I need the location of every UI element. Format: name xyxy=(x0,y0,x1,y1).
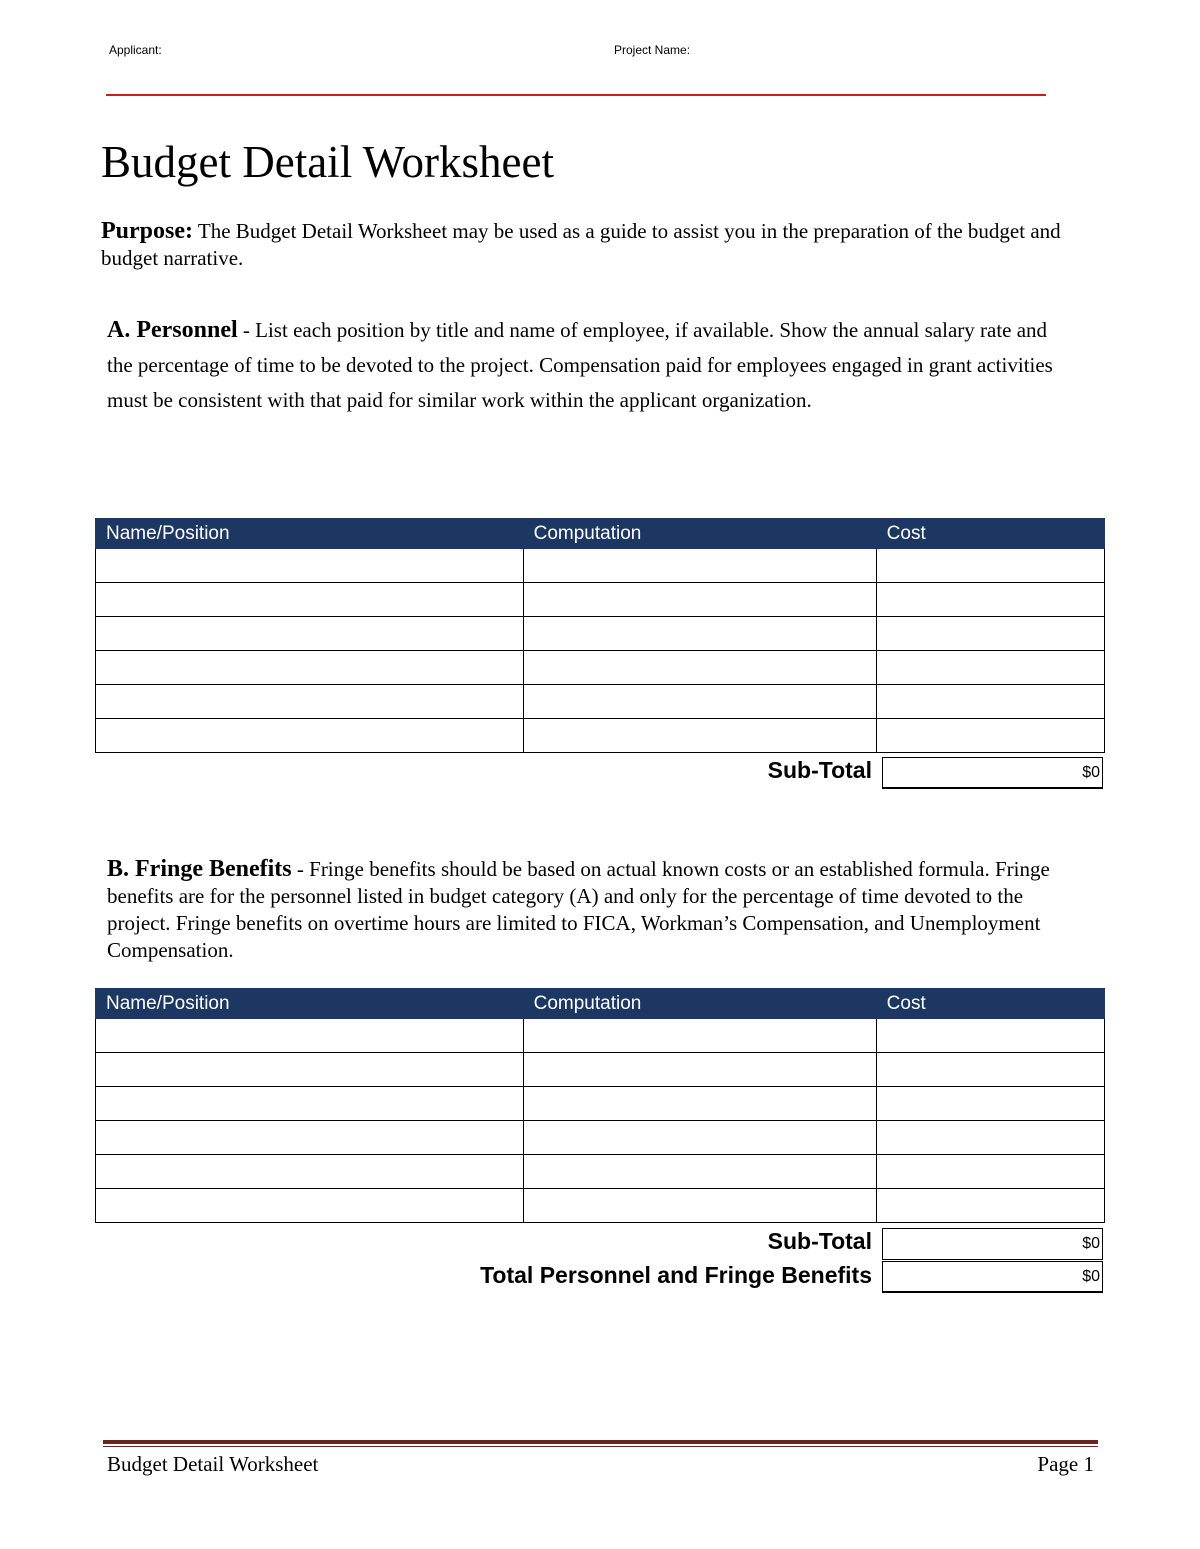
computation-cell[interactable] xyxy=(523,1019,876,1053)
cost-cell[interactable] xyxy=(876,1053,1104,1087)
table-row xyxy=(96,1155,1105,1189)
cost-cell[interactable] xyxy=(876,685,1104,719)
fringe-benefits-table xyxy=(95,988,1105,1223)
footer-divider-thin xyxy=(103,1446,1098,1447)
purpose-paragraph xyxy=(101,218,1061,272)
table-row xyxy=(96,583,1105,617)
cost-cell[interactable] xyxy=(876,1155,1104,1189)
table-header-row xyxy=(96,519,1105,549)
computation-cell[interactable] xyxy=(523,1053,876,1087)
table-row xyxy=(96,1189,1105,1223)
name-position-cell[interactable] xyxy=(96,549,524,583)
computation-cell[interactable] xyxy=(523,651,876,685)
column-header-cost: Cost xyxy=(876,519,1104,549)
footer-divider xyxy=(103,1440,1098,1444)
purpose-text: The Budget Detail Worksheet may be used as a guide to assist you in the preparation of the budget and budget narrative. xyxy=(101,219,1061,270)
cost-cell[interactable] xyxy=(876,1121,1104,1155)
section-b-paragraph xyxy=(107,856,1067,964)
cost-cell[interactable] xyxy=(876,549,1104,583)
fringe-subtotal-label: Sub-Total xyxy=(767,1228,872,1254)
name-position-cell[interactable] xyxy=(96,719,524,753)
name-position-cell[interactable] xyxy=(96,1189,524,1223)
name-position-cell[interactable] xyxy=(96,685,524,719)
cost-cell[interactable] xyxy=(876,719,1104,753)
name-position-cell[interactable] xyxy=(96,583,524,617)
column-header-computation: Computation xyxy=(523,519,876,549)
applicant-label: Applicant: xyxy=(109,43,162,57)
cost-cell[interactable] xyxy=(876,617,1104,651)
column-header-computation: Computation xyxy=(523,989,876,1019)
computation-cell[interactable] xyxy=(523,549,876,583)
table-row xyxy=(96,651,1105,685)
column-header-name-position: Name/Position xyxy=(96,989,524,1019)
section-a-text: - List each position by title and name of employee, if available. Show the annual salary rate and the percentage of time to be devoted to the project. Compensation paid for employees engaged in grant activities must be consistent with that paid for similar work within the applicant organization. xyxy=(107,318,1053,412)
fringe-subtotal-value: $0 xyxy=(882,1228,1103,1260)
computation-cell[interactable] xyxy=(523,685,876,719)
footer-page-number: Page 1 xyxy=(1037,1452,1094,1476)
table-header-row xyxy=(96,989,1105,1019)
personnel-subtotal-label: Sub-Total xyxy=(767,757,872,783)
column-header-name-position: Name/Position xyxy=(96,519,524,549)
page-title: Budget Detail Worksheet xyxy=(101,137,554,187)
footer-document-title: Budget Detail Worksheet xyxy=(107,1452,319,1476)
table-row xyxy=(96,685,1105,719)
computation-cell[interactable] xyxy=(523,617,876,651)
computation-cell[interactable] xyxy=(523,719,876,753)
section-b-heading: B. Fringe Benefits xyxy=(107,856,292,882)
name-position-cell[interactable] xyxy=(96,651,524,685)
total-personnel-fringe-value: $0 xyxy=(882,1261,1103,1293)
column-header-cost: Cost xyxy=(876,989,1104,1019)
cost-cell[interactable] xyxy=(876,1189,1104,1223)
personnel-subtotal-value: $0 xyxy=(882,757,1103,789)
total-personnel-fringe-label: Total Personnel and Fringe Benefits xyxy=(480,1262,872,1288)
name-position-cell[interactable] xyxy=(96,1155,524,1189)
table-row xyxy=(96,1087,1105,1121)
personnel-table xyxy=(95,518,1105,753)
computation-cell[interactable] xyxy=(523,583,876,617)
name-position-cell[interactable] xyxy=(96,1053,524,1087)
name-position-cell[interactable] xyxy=(96,1121,524,1155)
table-row xyxy=(96,1053,1105,1087)
purpose-label: Purpose: xyxy=(101,218,193,244)
header-divider xyxy=(106,94,1046,96)
cost-cell[interactable] xyxy=(876,1019,1104,1053)
cost-cell[interactable] xyxy=(876,651,1104,685)
name-position-cell[interactable] xyxy=(96,1019,524,1053)
project-name-label: Project Name: xyxy=(614,43,691,57)
table-row xyxy=(96,1019,1105,1053)
cost-cell[interactable] xyxy=(876,583,1104,617)
computation-cell[interactable] xyxy=(523,1087,876,1121)
name-position-cell[interactable] xyxy=(96,1087,524,1121)
computation-cell[interactable] xyxy=(523,1155,876,1189)
computation-cell[interactable] xyxy=(523,1121,876,1155)
table-row xyxy=(96,719,1105,753)
computation-cell[interactable] xyxy=(523,1189,876,1223)
table-row xyxy=(96,1121,1105,1155)
cost-cell[interactable] xyxy=(876,1087,1104,1121)
section-a-heading: A. Personnel xyxy=(107,317,238,343)
section-a-paragraph xyxy=(107,313,1072,418)
name-position-cell[interactable] xyxy=(96,617,524,651)
table-row xyxy=(96,549,1105,583)
section-b-text: - Fringe benefits should be based on actual known costs or an established formula. Fringe benefits are for the personnel listed in budget category (A) and only for the percentage of time devoted to the project. Fringe benefits on overtime hours are limited to FICA, Workman’s Compensation, and Unemployment Compensation. xyxy=(107,857,1050,962)
table-row xyxy=(96,617,1105,651)
